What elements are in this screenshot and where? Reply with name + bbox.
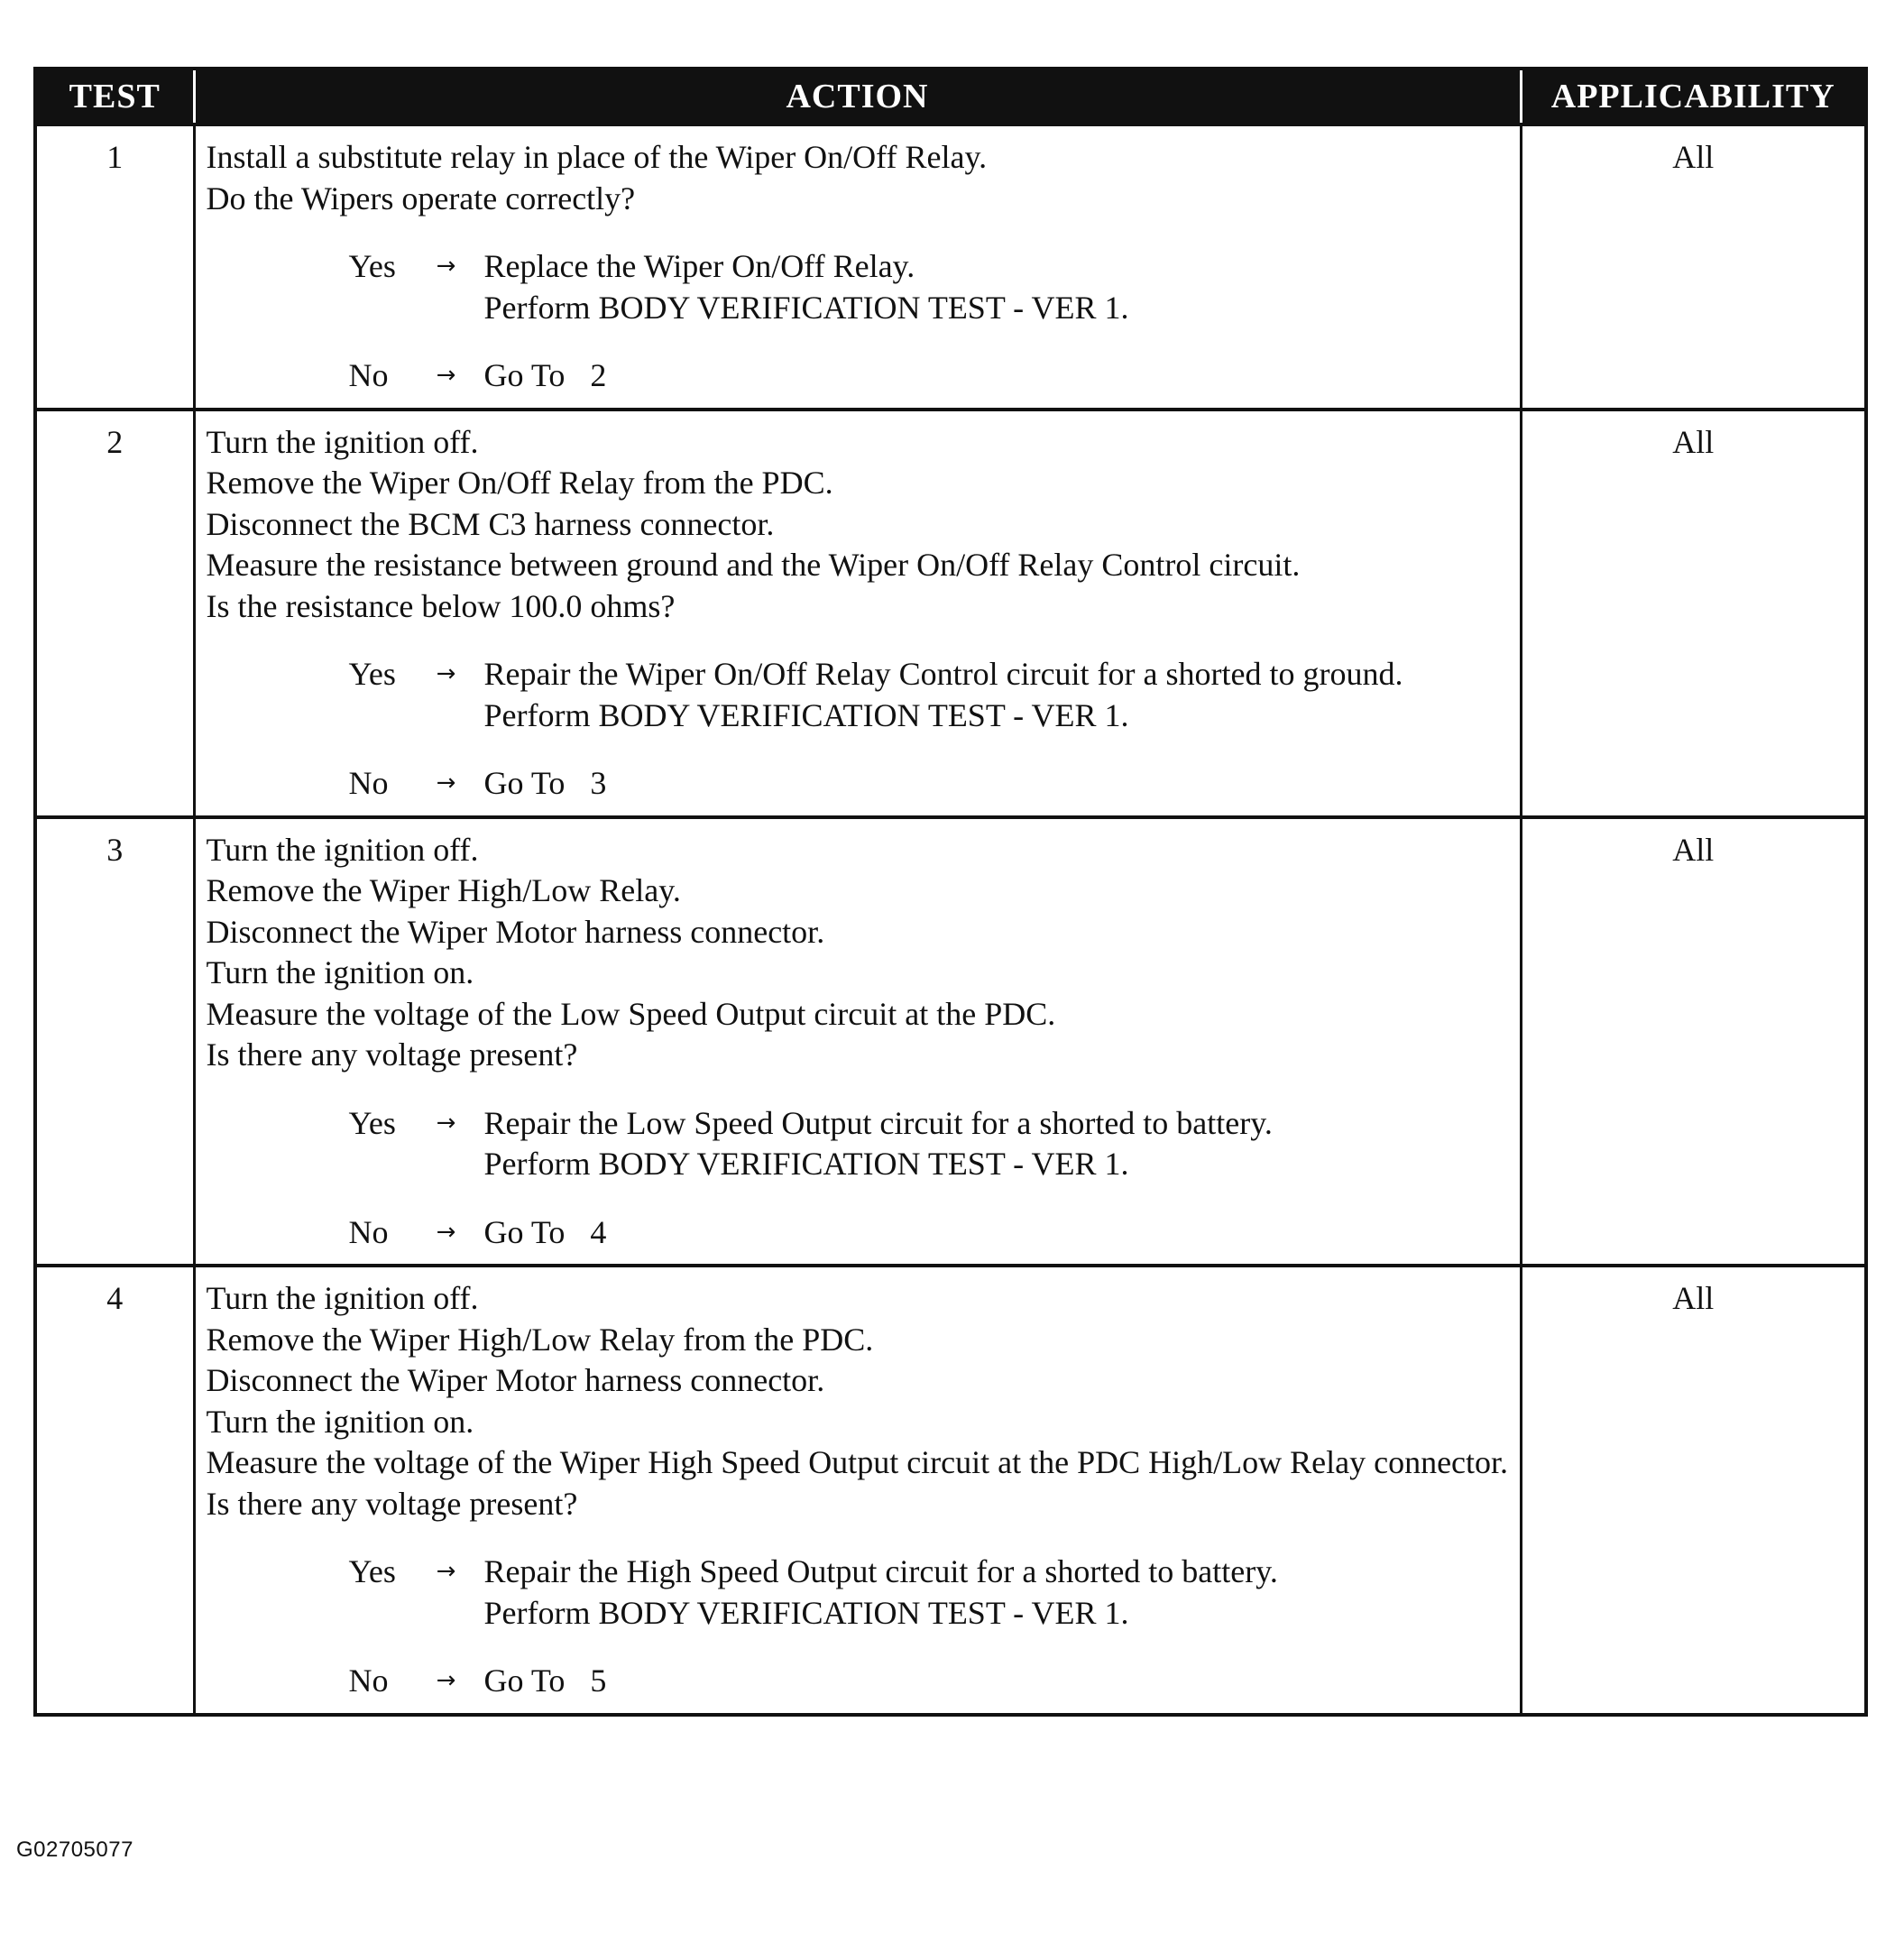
goto-test-number: 5 [590,1662,607,1699]
yes-branch [349,246,1509,328]
table-row [35,1266,1866,1715]
no-result [484,355,1509,397]
yes-result-line: Repair the Wiper On/Off Relay Control circuit for a shorted to ground. [483,656,1403,692]
no-branch [349,763,1509,805]
no-label: No [348,357,389,393]
table-row [35,124,1866,410]
applicability-value: All [1521,124,1866,410]
action-step: Do the Wipers operate correctly? [206,180,636,216]
decision-branches [207,1552,1509,1702]
yes-branch [349,1552,1509,1634]
yes-result [484,1103,1509,1185]
no-label: No [348,1213,389,1250]
action-step: Disconnect the BCM C3 harness connector. [206,505,775,542]
yes-result-line: Perform BODY VERIFICATION TEST - VER 1. [483,289,1129,326]
goto-text: Go To [483,1662,566,1699]
action-step: Disconnect the Wiper Motor harness connector. [206,913,825,950]
action-step: Turn the ignition on. [206,1403,474,1440]
action-step: Remove the Wiper High/Low Relay. [206,872,681,908]
action-step: Measure the resistance between ground and the Wiper On/Off Relay Control circuit. [206,547,1301,583]
applicability-value: All [1521,817,1866,1266]
arrow-right-icon: → [436,1109,456,1137]
action-cell [194,124,1521,410]
action-step: Turn the ignition off. [206,1280,479,1316]
goto-text: Go To [483,357,566,393]
no-result [484,1661,1509,1702]
table-row [35,410,1866,817]
yes-result-line: Perform BODY VERIFICATION TEST - VER 1. [483,1146,1129,1182]
action-cell [194,1266,1521,1715]
action-step: Is the resistance below 100.0 ohms? [206,587,676,624]
yes-label: Yes [348,248,396,284]
table-row [35,817,1866,1266]
no-result [484,1212,1509,1254]
yes-result-line: Perform BODY VERIFICATION TEST - VER 1. [483,696,1129,733]
applicability-value: All [1521,410,1866,817]
yes-branch [349,654,1509,736]
header-applicability: APPLICABILITY [1521,69,1866,124]
arrow-right-icon: → [436,1667,456,1694]
decision-branches [207,654,1509,805]
goto-test-number: 2 [590,357,607,393]
test-number: 3 [35,817,194,1266]
test-number: 4 [35,1266,194,1715]
arrow-right-icon: → [436,660,456,687]
yes-result-line: Repair the Low Speed Output circuit for a shorted to battery. [483,1104,1273,1141]
decision-branches [207,1103,1509,1254]
action-cell [194,817,1521,1266]
action-step: Disconnect the Wiper Motor harness connector. [206,1362,825,1398]
test-number: 2 [35,410,194,817]
no-result [484,763,1509,805]
arrow-right-icon: → [436,769,456,797]
yes-result [484,246,1509,328]
yes-result [484,654,1509,736]
action-steps [207,830,1509,1076]
goto-text: Go To [483,765,566,801]
no-branch [349,355,1509,397]
goto-text: Go To [483,1213,566,1250]
figure-id: G02705077 [16,1837,133,1862]
action-step: Remove the Wiper On/Off Relay from the PDC. [206,465,833,501]
applicability-value: All [1521,1266,1866,1715]
action-step: Install a substitute relay in place of the Wiper On/Off Relay. [206,139,988,175]
yes-label: Yes [348,1104,396,1141]
yes-branch [349,1103,1509,1185]
action-step: Measure the voltage of the Wiper High Speed Output circuit at the PDC High/Low Relay connector. [206,1444,1509,1480]
action-step: Remove the Wiper High/Low Relay from the PDC. [206,1321,874,1358]
action-step: Measure the voltage of the Low Speed Output circuit at the PDC. [206,995,1056,1032]
no-branch [349,1212,1509,1254]
yes-result-line: Replace the Wiper On/Off Relay. [483,248,915,284]
action-steps [207,137,1509,219]
test-number: 1 [35,124,194,410]
action-step: Turn the ignition off. [206,423,479,460]
no-branch [349,1661,1509,1702]
table-header-row [35,69,1866,124]
header-action: ACTION [194,69,1521,124]
action-step: Turn the ignition on. [206,954,474,990]
action-steps [207,422,1509,628]
arrow-right-icon: → [436,253,456,280]
diagnostic-test-table [33,67,1868,1717]
decision-branches [207,246,1509,397]
yes-result [484,1552,1509,1634]
yes-result-line: Perform BODY VERIFICATION TEST - VER 1. [483,1594,1129,1631]
header-test: TEST [35,69,194,124]
no-label: No [348,765,389,801]
action-step: Is there any voltage present? [206,1485,578,1522]
no-label: No [348,1662,389,1699]
yes-label: Yes [348,656,396,692]
action-steps [207,1278,1509,1524]
arrow-right-icon: → [436,362,456,389]
goto-test-number: 4 [590,1213,607,1250]
yes-result-line: Repair the High Speed Output circuit for a shorted to battery. [483,1553,1278,1589]
action-step: Is there any voltage present? [206,1036,578,1073]
arrow-right-icon: → [436,1218,456,1246]
table-body [35,124,1866,1715]
action-step: Turn the ignition off. [206,831,479,868]
arrow-right-icon: → [436,1558,456,1585]
goto-test-number: 3 [590,765,607,801]
action-cell [194,410,1521,817]
yes-label: Yes [348,1553,396,1589]
